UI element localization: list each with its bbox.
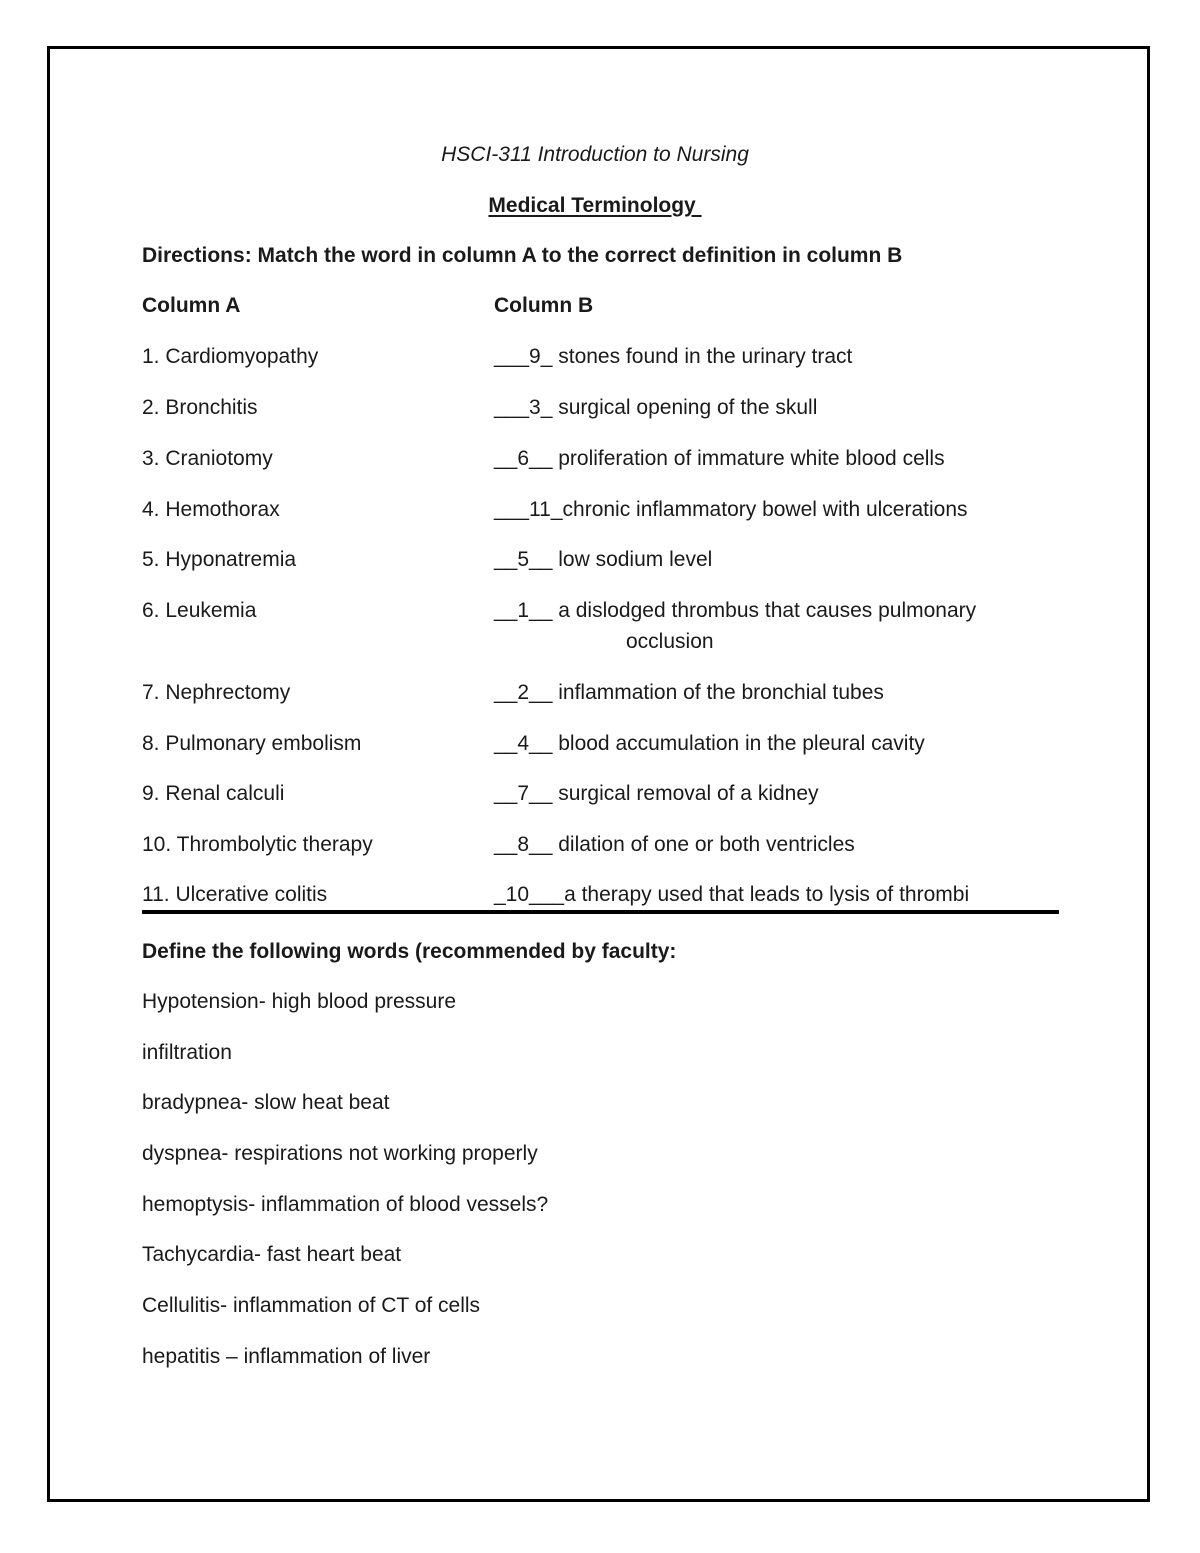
definition-item: Cellulitis- inflammation of CT of cells [142, 1294, 481, 1317]
definition-item: dyspnea- respirations not working properly [142, 1142, 538, 1165]
column-a-item: 5. Hyponatremia [142, 548, 297, 571]
column-a-header: Column A [142, 294, 241, 317]
column-b-item: __4__ blood accumulation in the pleural cavity [494, 732, 925, 755]
column-b-item: __5__ low sodium level [494, 548, 713, 571]
definition-item: Hypotension- high blood pressure [142, 990, 457, 1013]
column-a-item: 11. Ulcerative colitis [142, 883, 328, 906]
doc-title [142, 194, 1048, 218]
column-a-item: 8. Pulmonary embolism [142, 732, 362, 755]
column-a-item: 4. Hemothorax [142, 498, 280, 521]
definition-item: hepatitis – inflammation of liver [142, 1345, 431, 1368]
column-b-item: __8__ dilation of one or both ventricles [494, 833, 855, 856]
column-b-header: Column B [494, 294, 594, 317]
column-b-item: ___11_chronic inflammatory bowel with ulcerations [494, 498, 968, 521]
definition-item: infiltration [142, 1041, 232, 1064]
column-b-item: __7__ surgical removal of a kidney [494, 782, 819, 805]
section-divider [142, 910, 1059, 914]
column-b-item: ___9_ stones found in the urinary tract [494, 345, 853, 368]
column-b-item: __1__ a dislodged thrombus that causes pulmonary [494, 599, 977, 622]
column-b-item: ___3_ surgical opening of the skull [494, 396, 818, 419]
column-b-item: __6__ proliferation of immature white blood cells [494, 447, 945, 470]
column-a-item: 10. Thrombolytic therapy [142, 833, 373, 856]
definition-item: hemoptysis- inflammation of blood vessels? [142, 1193, 549, 1216]
course-title: HSCI-311 Introduction to Nursing [441, 143, 749, 166]
definition-item: Tachycardia- fast heart beat [142, 1243, 402, 1266]
column-a-item: 7. Nephrectomy [142, 681, 291, 704]
directions: Directions: Match the word in column A to the correct definition in column B [142, 244, 903, 267]
column-a-item: 3. Craniotomy [142, 447, 273, 470]
column-a-item: 9. Renal calculi [142, 782, 285, 805]
column-a-item: 6. Leukemia [142, 599, 257, 622]
column-b-continuation: occlusion [626, 630, 714, 653]
column-a-item: 1. Cardiomyopathy [142, 345, 319, 368]
doc-title-text: Medical Terminology [488, 194, 702, 217]
column-b-item: __2__ inflammation of the bronchial tubes [494, 681, 884, 704]
define-heading: Define the following words (recommended by faculty: [142, 940, 677, 963]
column-a-item: 2. Bronchitis [142, 396, 258, 419]
definition-item: bradypnea- slow heat beat [142, 1091, 390, 1114]
column-b-item: _10___a therapy used that leads to lysis of thrombi [494, 883, 970, 906]
